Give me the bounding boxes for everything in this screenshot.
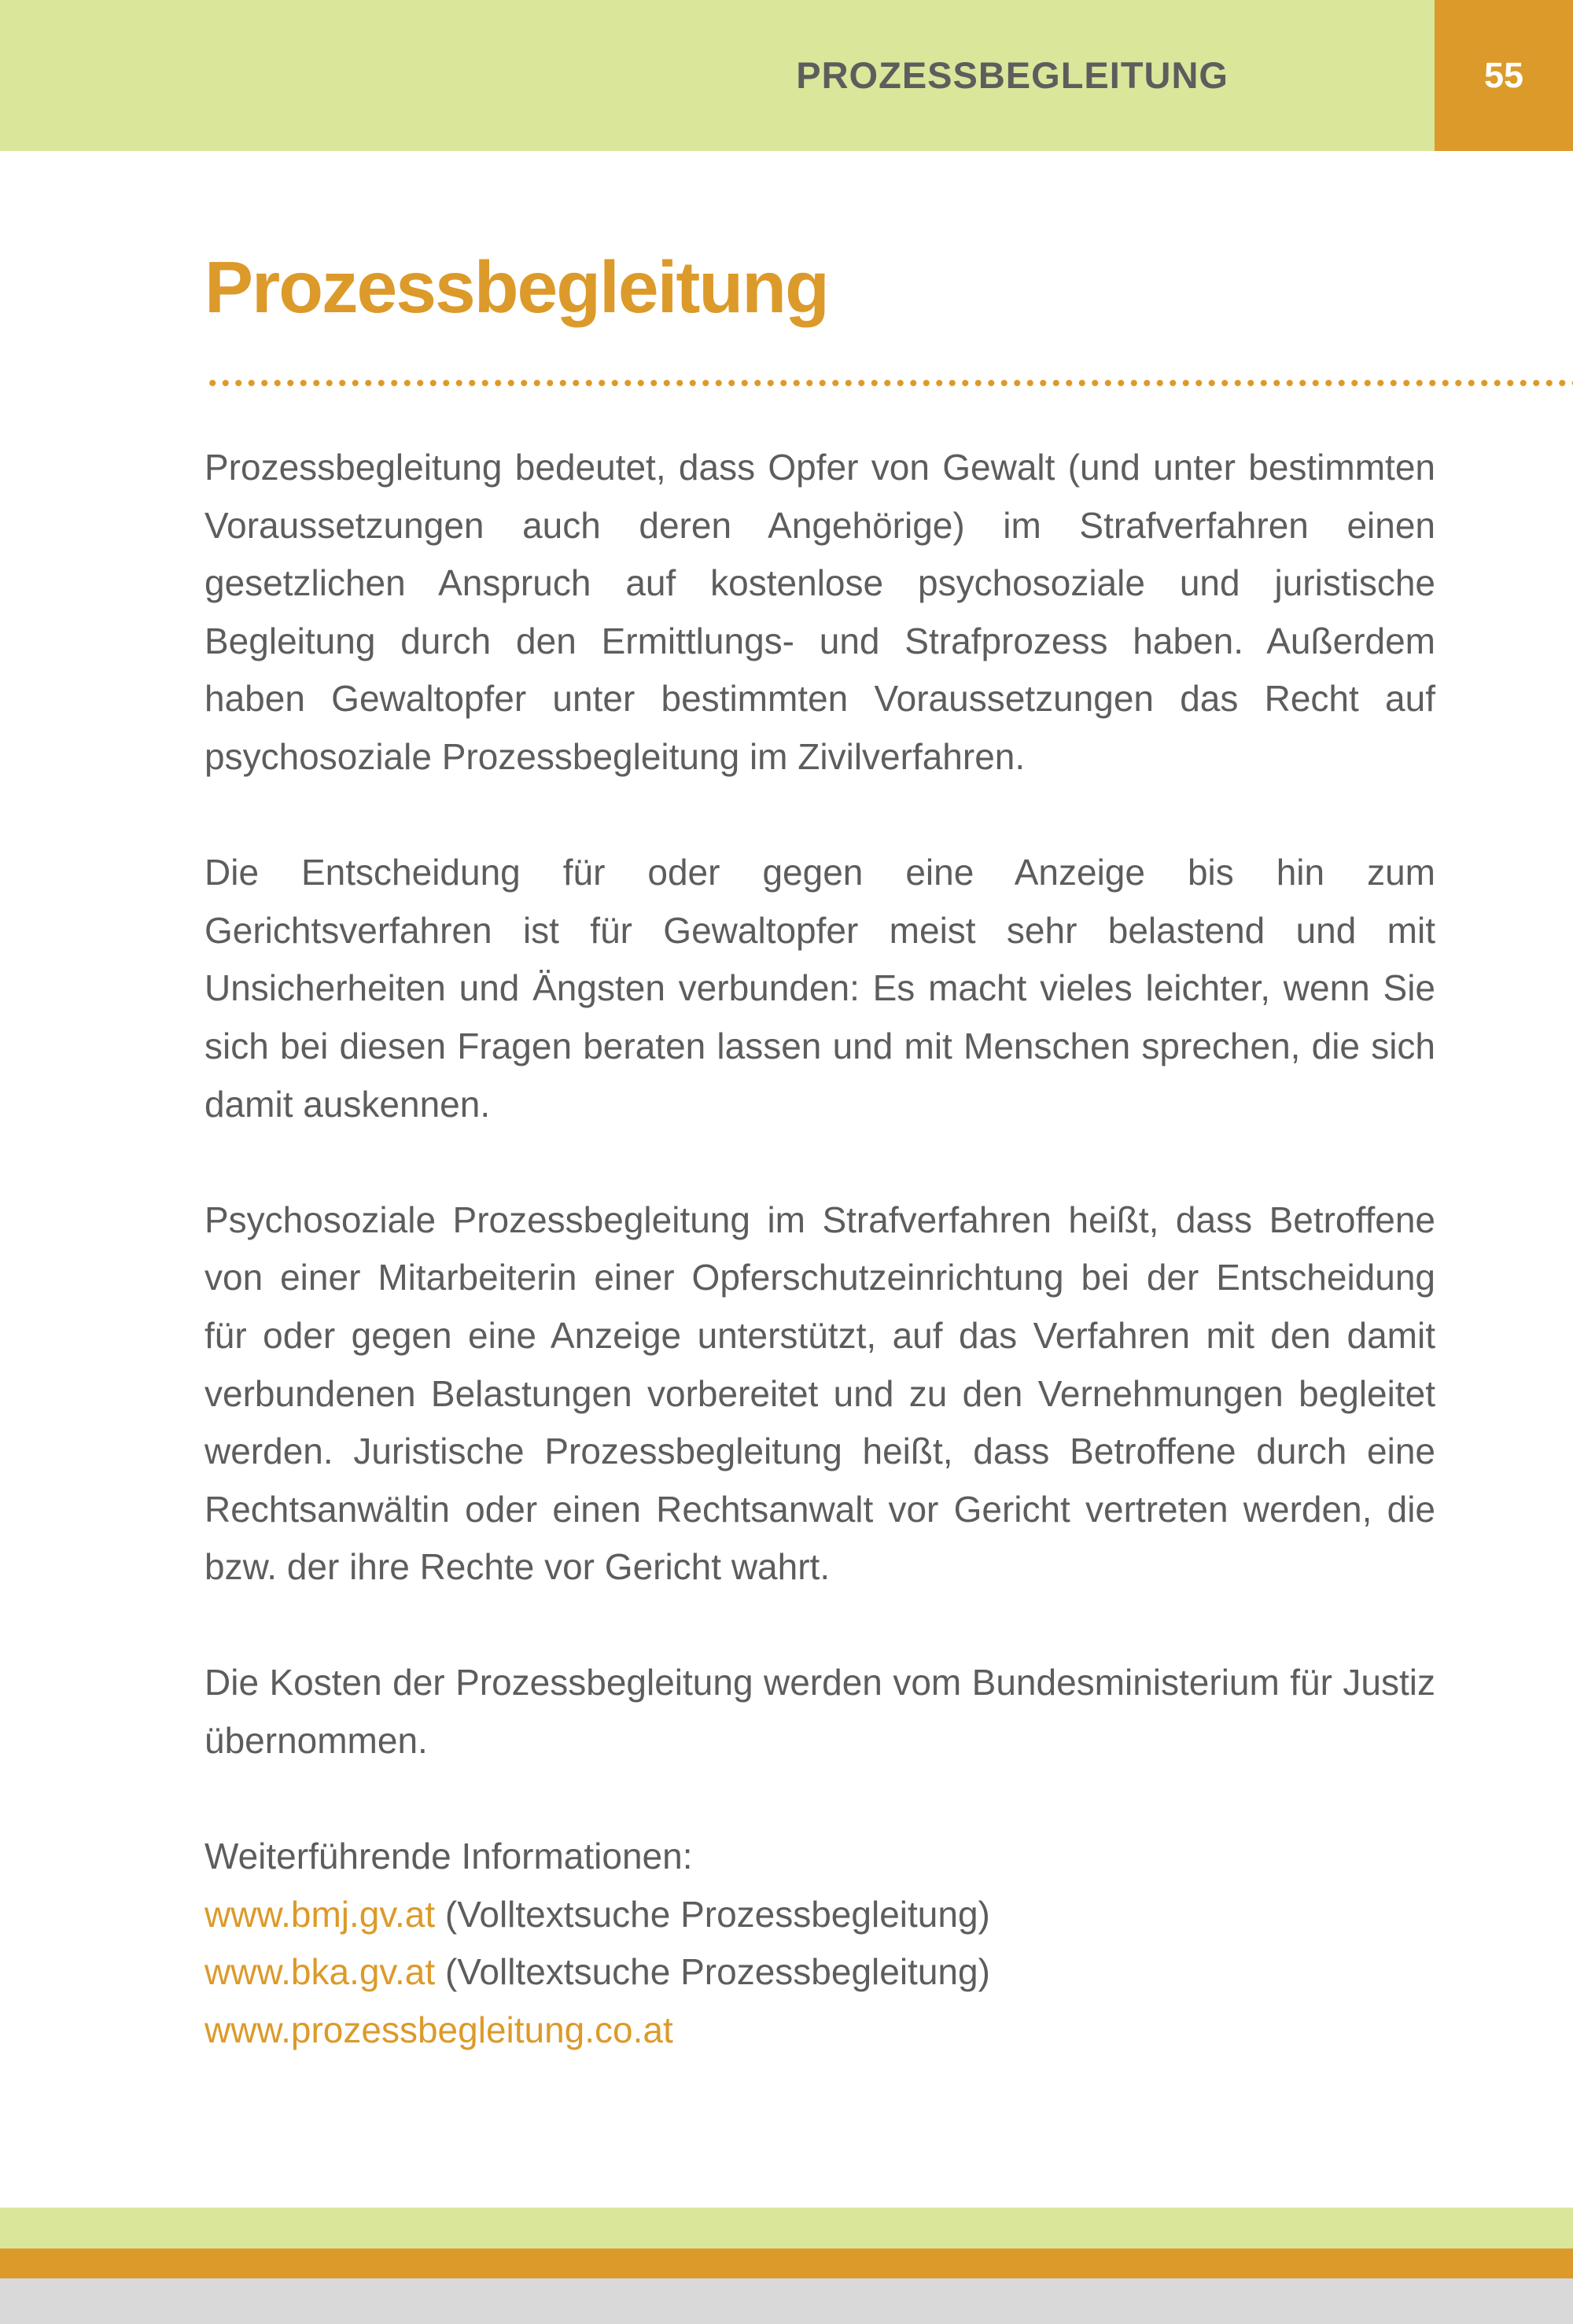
footer-band-orange (0, 2248, 1573, 2278)
header-bar (0, 0, 1435, 151)
link-line-bka (204, 1943, 1435, 2002)
paragraph-psychosocial: Psychosoziale Prozessbegleitung im Strafverfahren heißt, dass Betroffene von einer Mitarbeiterin einer Opferschutzeinrichtung bei der Entscheidung für oder gegen eine Anzeige unterstützt, auf das Verfahren mit den damit verbundenen Belastungen vorbereitet und zu den Vernehmungen begleitet werden. Juristische Prozessbegleitung heißt, dass Betroffene durch eine Rechtsanwältin oder einen Rechtsanwalt vor Gericht vertreten werden, die bzw. der ihre Rechte vor Gericht wahrt. (204, 1199, 1435, 1588)
paragraph-definition: Prozessbegleitung bedeutet, dass Opfer von Gewalt (und unter bestimmten Voraussetzungen auch deren Angehörige) im Strafverfahren einen gesetzlichen Anspruch auf kostenlose psychosoziale und juristische Begleitung durch den Ermittlungs- und Strafprozess haben. Außerdem haben Gewaltopfer unter bestimmten Voraussetzungen das Recht auf psychosoziale Prozessbegleitung im Zivilverfahren. (204, 447, 1435, 777)
link-line-prozessbegleitung (204, 2002, 1435, 2060)
footer-band-gray (0, 2278, 1573, 2324)
page-number: 55 (1483, 55, 1524, 95)
link-bka[interactable]: www.bka.gv.at (204, 1951, 436, 1993)
paragraph-decision: Die Entscheidung für oder gegen eine Anzeige bis hin zum Gerichtsverfahren ist für Gewaltopfer meist sehr belastend und mit Unsicherheiten und Ängsten verbunden: Es macht vieles leichter, wenn Sie sich bei diesen Fragen beraten lassen und mit Menschen sprechen, die sich damit auskennen. (204, 852, 1435, 1125)
page-number-box (1435, 0, 1573, 151)
footer-band-green (0, 2208, 1573, 2248)
link-line-bmj (204, 1886, 1435, 1944)
dotted-divider (206, 379, 1573, 387)
further-information-heading: Weiterführende Informationen: (204, 1836, 693, 1877)
link-note-bka: (Volltextsuche Prozessbegleitung) (435, 1951, 990, 1993)
paragraph-costs: Die Kosten der Prozessbegleitung werden vom Bundesministerium für Justiz übernommen. (204, 1662, 1435, 1762)
link-bmj[interactable]: www.bmj.gv.at (204, 1893, 436, 1935)
section-title: PROZESSBEGLEITUNG (796, 54, 1229, 96)
link-note-bmj: (Volltextsuche Prozessbegleitung) (435, 1893, 990, 1935)
further-information (204, 1828, 1435, 2059)
page-title: Prozessbegleitung (204, 246, 828, 328)
body-text (204, 439, 1435, 2060)
link-prozessbegleitung[interactable]: www.prozessbegleitung.co.at (204, 2009, 673, 2051)
